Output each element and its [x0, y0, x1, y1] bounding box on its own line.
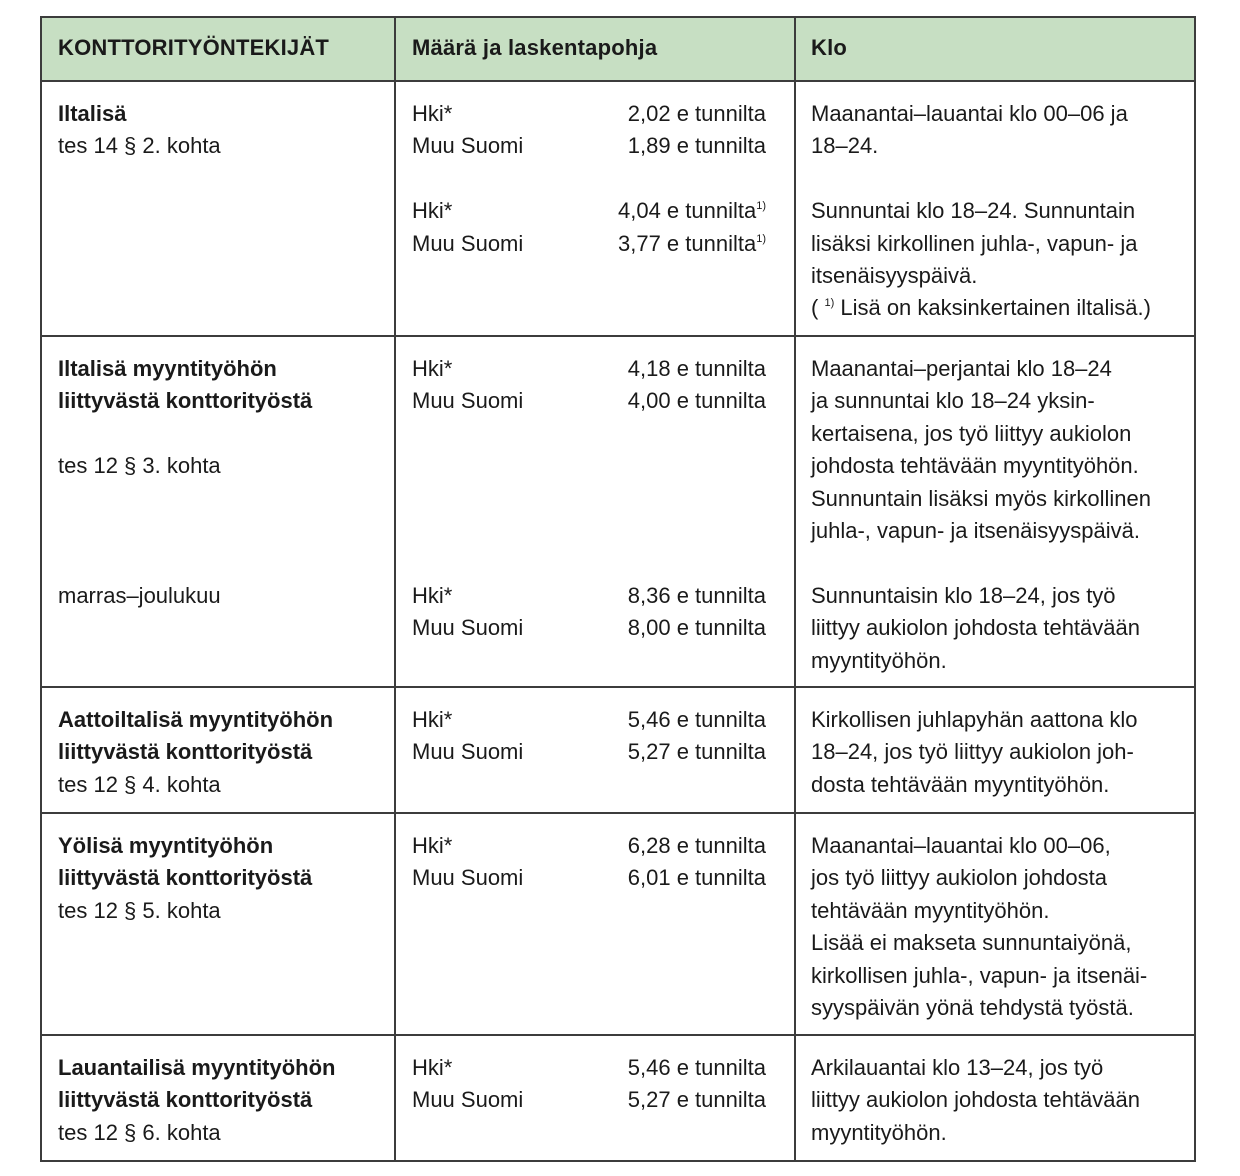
row-label-cell [42, 82, 396, 335]
time-cell [796, 688, 1194, 812]
row-title: Lauantailisä myyntityöhön [58, 1055, 336, 1080]
rate-line [412, 353, 766, 385]
time-text: Lisää ei makseta sunnuntaiyönä, [811, 930, 1132, 956]
time-text: Maanantai–lauantai klo 00–06 ja [811, 101, 1128, 126]
row-reference: tes 12 § 6. kohta [58, 1119, 221, 1145]
time-text: Maanantai–lauantai klo 00–06, [811, 833, 1111, 858]
time-text: myyntityöhön. [811, 647, 947, 673]
row-reference: tes 14 § 2. kohta [58, 133, 221, 159]
rate-place: Hki* [412, 356, 453, 381]
rate-amount: 5,46 e tunnilta [627, 707, 766, 732]
rate-place: Hki* [412, 1055, 453, 1080]
footnote-ref: 1) [756, 200, 766, 213]
table-row [42, 1034, 1194, 1160]
rate-line [412, 612, 766, 644]
row-title: Yölisä myyntityöhön [58, 833, 274, 858]
rate-place: Muu Suomi [412, 133, 524, 159]
rate-amount: 4,00 e tunnilta [627, 388, 766, 414]
rate-line [412, 736, 766, 768]
footnote-ref: 1) [756, 232, 766, 245]
rate-line [412, 385, 766, 417]
spacer [811, 163, 1194, 195]
time-text: Maanantai–perjantai klo 18–24 [811, 356, 1112, 381]
header-category: KONTTORITYÖNTEKIJÄT [42, 18, 396, 80]
time-cell [796, 1036, 1194, 1160]
rate-cell [396, 814, 796, 1034]
rate-line [412, 130, 766, 162]
row-title: liittyvästä konttorityöstä [58, 1087, 313, 1113]
time-text: juhla-, vapun- ja itsenäisyyspäivä. [811, 518, 1140, 544]
time-text: Sunnuntai klo 18–24. Sunnuntain [811, 198, 1136, 224]
rate-amount: 5,46 e tunnilta [627, 1055, 766, 1080]
spacer [58, 515, 394, 547]
time-text: kirkollisen juhla-, vapun- ja itsenäi- [811, 962, 1148, 988]
table-row [42, 80, 1194, 335]
rate-cell [396, 82, 796, 335]
row-title: Iltalisä myyntityöhön [58, 356, 277, 381]
spacer [412, 547, 766, 579]
row-reference: tes 12 § 3. kohta [58, 453, 221, 479]
table-header [42, 18, 1194, 80]
time-text: jos työ liittyy aukiolon johdosta [811, 865, 1107, 891]
spacer [412, 418, 766, 450]
rate-amount [618, 228, 766, 260]
row-reference: tes 12 § 5. kohta [58, 897, 221, 923]
rate-place: Hki* [412, 101, 453, 126]
rate-place: Muu Suomi [412, 230, 524, 256]
time-text: itsenäisyyspäivä. [811, 263, 978, 289]
rate-amount: 1,89 e tunnilta [627, 133, 766, 159]
rate-amount: 6,01 e tunnilta [627, 865, 766, 891]
table-row [42, 812, 1194, 1034]
time-text: syyspäivän yönä tehdystä työstä. [811, 995, 1134, 1021]
time-cell [796, 337, 1194, 686]
time-text: Kirkollisen juhlapyhän aattona klo [811, 707, 1138, 732]
spacer [412, 450, 766, 482]
time-cell [796, 814, 1194, 1034]
spacer [412, 163, 766, 195]
row-label-cell [42, 337, 396, 686]
rate-amount-value: 3,77 e tunnilta [617, 230, 757, 256]
time-text: dosta tehtävään myyntityöhön. [811, 771, 1110, 797]
row-label-cell [42, 814, 396, 1034]
rate-amount: 8,36 e tunnilta [627, 582, 766, 608]
time-text: kertaisena, jos työ liittyy aukiolon [811, 420, 1132, 446]
rate-place: Muu Suomi [412, 1087, 524, 1113]
time-text: liittyy aukiolon johdosta tehtävään [811, 1087, 1140, 1113]
rate-amount-value: 4,04 e tunnilta [617, 198, 757, 224]
rate-line [412, 1052, 766, 1084]
footnote [811, 292, 1194, 324]
rate-cell [396, 1036, 796, 1160]
time-text: Arkilauantai klo 13–24, jos työ [811, 1055, 1104, 1080]
rate-amount: 8,00 e tunnilta [627, 615, 766, 641]
rate-cell [396, 337, 796, 686]
rate-place: Hki* [412, 198, 453, 224]
rate-cell [396, 688, 796, 812]
rate-line [412, 830, 766, 862]
table-row [42, 686, 1194, 812]
row-label-cell [42, 688, 396, 812]
table-row [42, 335, 1194, 686]
time-text: johdosta tehtävään myyntityöhön. [811, 453, 1139, 479]
time-text: liittyy aukiolon johdosta tehtävään [811, 615, 1140, 641]
allowance-table [40, 16, 1196, 1162]
footnote-mark: 1) [824, 297, 835, 310]
rate-line [412, 862, 766, 894]
rate-place: Hki* [412, 707, 453, 732]
spacer [811, 547, 1194, 579]
time-text: tehtävään myyntityöhön. [811, 897, 1050, 923]
rate-line [412, 195, 766, 227]
time-text: 18–24. [811, 133, 879, 159]
rate-amount [618, 195, 766, 227]
time-text: myyntityöhön. [811, 1119, 947, 1145]
rate-amount: 5,27 e tunnilta [627, 739, 766, 765]
time-text: Sunnuntaisin klo 18–24, jos työ [811, 582, 1116, 608]
sub-period: marras–joulukuu [58, 582, 221, 608]
time-text: ja sunnuntai klo 18–24 yksin- [811, 388, 1095, 414]
spacer [412, 515, 766, 547]
spacer [58, 483, 394, 515]
row-title: liittyvästä konttorityöstä [58, 388, 313, 414]
rate-amount: 2,02 e tunnilta [627, 101, 766, 126]
spacer [58, 547, 394, 579]
header-time: Klo [811, 35, 848, 60]
row-reference: tes 12 § 4. kohta [58, 771, 221, 797]
time-text: Sunnuntain lisäksi myös kirkollinen [811, 485, 1151, 511]
rate-place: Muu Suomi [412, 865, 524, 891]
spacer [412, 483, 766, 515]
rate-amount: 6,28 e tunnilta [627, 833, 766, 858]
row-title: Iltalisä [58, 101, 127, 126]
rate-line [412, 704, 766, 736]
row-title: liittyvästä konttorityöstä [58, 739, 313, 765]
rate-line [412, 228, 766, 260]
header-amount: Määrä ja laskentapohja [396, 18, 796, 80]
rate-line [412, 1084, 766, 1116]
row-title: Aattoiltalisä myyntityöhön [58, 707, 334, 732]
time-cell [796, 82, 1194, 335]
footnote-open: ( [811, 295, 825, 321]
rate-line [412, 580, 766, 612]
row-label-cell [42, 1036, 396, 1160]
rate-amount: 5,27 e tunnilta [627, 1087, 766, 1113]
rate-place: Hki* [412, 582, 453, 608]
rate-place: Hki* [412, 833, 453, 858]
spacer [58, 418, 394, 450]
rate-line [412, 98, 766, 130]
time-text: 18–24, jos työ liittyy aukiolon joh- [811, 739, 1134, 765]
rate-place: Muu Suomi [412, 388, 524, 414]
row-title: liittyvästä konttorityöstä [58, 865, 313, 891]
rate-place: Muu Suomi [412, 615, 524, 641]
rate-amount: 4,18 e tunnilta [627, 356, 766, 381]
rate-place: Muu Suomi [412, 739, 524, 765]
footnote-text: Lisä on kaksinkertainen iltalisä.) [834, 295, 1151, 321]
time-text: lisäksi kirkollinen juhla-, vapun- ja [811, 230, 1138, 256]
